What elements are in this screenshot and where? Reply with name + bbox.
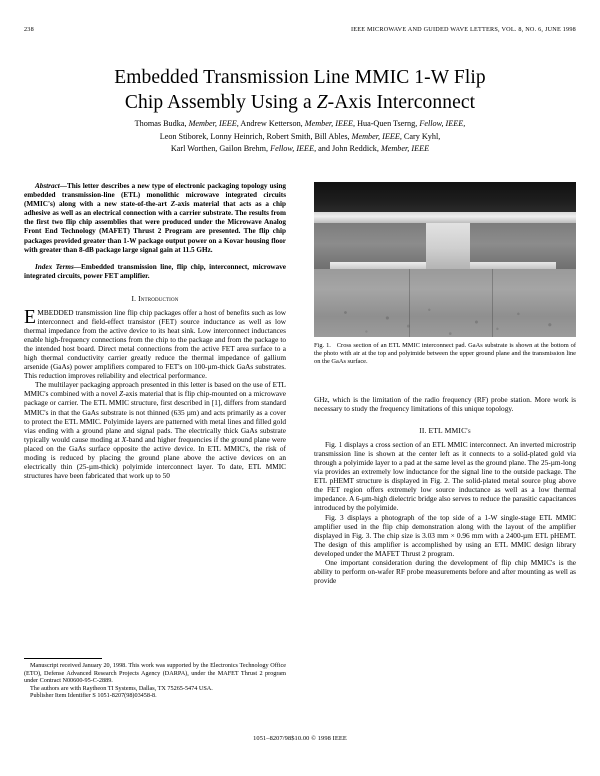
- author-grade: Fellow, IEEE,: [419, 119, 466, 128]
- author-grade: Member, IEEE,: [304, 119, 356, 128]
- photo-interconnect-pad: [470, 262, 556, 269]
- author-line-3: [60, 143, 540, 156]
- photo-transmission-line: [330, 262, 426, 269]
- section-title: Introduction: [138, 293, 179, 303]
- author-list: [60, 118, 540, 156]
- footnote-affiliation: The authors are with Raytheon TI Systems, Dallas, TX 75265-5474 USA.: [30, 684, 213, 692]
- z-axis-symbol: Z: [316, 92, 328, 114]
- author-line-1: [60, 118, 540, 131]
- author-name-group: Cary Kyhl,: [401, 131, 441, 141]
- figure-1: [314, 182, 576, 366]
- page-folio: 238: [24, 26, 34, 33]
- section-heading-etl-mmics: [314, 426, 576, 435]
- intro-smallcaps: MBEDDED: [37, 307, 74, 317]
- abstract: [24, 182, 286, 255]
- x-band-symbol: X: [121, 434, 127, 444]
- journal-reference: IEEE MICROWAVE AND GUIDED WAVE LETTERS, VOL. 8, NO. 6, JUNE 1998: [350, 26, 576, 33]
- author-grade: Member, IEEE: [380, 144, 430, 154]
- author-name-group: and John Reddick,: [316, 144, 381, 154]
- section-number: I.: [131, 293, 137, 303]
- author-name-group: Andrew Ketterson,: [238, 119, 305, 128]
- abstract-body-b: -axis material that acts as a chip adhesive as well as an electrical connection with a carrier substrate. The results from the first two flip chip assemblies that were produced under the Microwave Analog Front End Technology (MAFET) Thrust 2 Program are presented. The flip chip packages provided greater than 1-W package output power on a Kovar housing floor with greater than 8-dB package large signal gain at 11.5 GHz.: [24, 200, 286, 254]
- intro-paragraph-1-text: transmission line flip chip packages offer a host of benefits such as low interconnect and field-effect transistor (FET) source inductance as well as low thermal impedance from the active device to its heat sink. Low interconnect inductances enable high-frequency connections from the chip to the package and from the package to the intended host board. Direct metal connections from the active FET area surface to a high thermal conductivity carrier greatly reduce the thermal impedance of gallium arsenide (GaAs) power amplifiers compared to FET's on 100-µm-thick GaAs substrates. This reduction improves reliability and electrical performance.: [24, 307, 286, 381]
- photo-gold-via: [426, 223, 470, 269]
- footnote-rule: [24, 658, 102, 659]
- figure-1-caption: [314, 342, 576, 366]
- section-number: II.: [419, 426, 427, 436]
- title-line-1: Embedded Transmission Line MMIC 1-W Flip: [114, 67, 486, 89]
- figure-caption-text: Cross section of an ETL MMIC interconnect pad. GaAs substrate is shown at the bottom of the photo with air at the top and polyimide between the upper ground plane and the transmission line on the GaAs surface.: [314, 342, 576, 366]
- author-grade: Member, IEEE,: [188, 119, 239, 128]
- author-line-2: [60, 131, 540, 144]
- drop-cap: E: [24, 306, 36, 328]
- etl-paragraph-2: Fig. 3 displays a photograph of the top side of a 1-W single-stage ETL MMIC amplifier used in the flip chip demonstration along with the layout of the amplifier displayed in Fig. 3. The chip size is 3.03 mm × 0.96 mm with a 2400-µm ETL pHEMT. The design of this amplifier is accomplished by using an ETL MMIC design library developed under the MAFET Thrust 2 program.: [314, 512, 576, 558]
- etl-paragraph-1: Fig. 1 displays a cross section of an ETL MMIC interconnect. An inverted microstrip transmission line is shown at the center left as it connects to a solid-plated gold via through a polyimide layer to a pad at the same level as the ground plane. The 25-µm-long via provides an extremely low inductance for the signal line to the outside package. The ETL pHEMT structure is displayed in Fig. 2. The solid-plated metal source plug above the FET region offers extremely low source inductance as well as a low thermal impedance. A 6-µm-high dielectric bridge also serves to reduce the parasitic capacitances introduced by the polyimide.: [314, 440, 576, 513]
- photo-grain-texture: [314, 269, 576, 337]
- photo-scan-line: [492, 269, 493, 337]
- left-column: [24, 182, 286, 480]
- title-line-2-suffix: -Axis Interconnect: [327, 92, 476, 114]
- running-head: [24, 26, 576, 38]
- intro-paragraph-1: [24, 308, 286, 380]
- photo-layer-ground-plane: [314, 212, 576, 223]
- photo-layer-air: [314, 182, 576, 212]
- figure-1-photo: [314, 182, 576, 337]
- title-line-2-prefix: Chip Assembly Using a: [124, 92, 317, 114]
- section-heading-introduction: [24, 294, 286, 303]
- right-column: [314, 395, 576, 585]
- footnote-funding: Manuscript received January 20, 1998. This work was supported by the Electronics Technology Office (ETO), Defense Advanced Research Projects Agency (DARPA), under the MAFET Thrust 2 program under Contract N00600-95-C-2889.: [24, 662, 286, 685]
- author-name-group: Thomas Budka,: [134, 119, 189, 128]
- index-terms: [24, 263, 286, 281]
- intro-paragraph-2: [24, 380, 286, 480]
- copyright-line: 1051–8207/98$10.00 © 1998 IEEE: [253, 735, 347, 742]
- intro-paragraph-2-c: -band and higher frequencies if the ground plane were placed on the GaAs surface opposite the active device. In ETL MMIC's, the risk of moding is reduced by placing the ground plane above the active devices on an electrically thin (25-µm-thick) polyimide interconnect layer. To date, ETL MMIC structures have been fabricated that work up to 50: [24, 434, 286, 480]
- intro-paragraph-2-b: -axis material that is flip chip-mounted on a microwave package or carrier. The ETL MMIC structure, first described in [1], differs from standard MMIC's in that the GaAs substrate is not thinned (635 µm) and acts primarily as a cover to protect the ETL MMIC. Polyimide layers are patterned with metal lines and filled gold vias ending with a ground plane and signal pads. The electrically thick GaAs substrate typically would cause moding at: [24, 389, 287, 444]
- author-grade: Fellow, IEEE,: [270, 144, 317, 154]
- etl-paragraph-3: One important consideration during the development of flip chip MMIC's is the ability to perform on-wafer RF probe measurements before and after mounting as well as provide: [314, 557, 576, 585]
- author-name-group: Hua-Quen Tserng,: [355, 119, 420, 128]
- author-name-group: Karl Worthen, Gailon Brehm,: [170, 144, 271, 154]
- photo-scan-line: [409, 269, 410, 337]
- figure-label: Fig. 1.: [314, 342, 331, 349]
- index-terms-body: Embedded transmission line, flip chip, interconnect, microwave integrated circuits, power FET amplifier.: [24, 262, 286, 280]
- page-title: [46, 65, 554, 115]
- index-terms-lead: Index Terms—: [35, 262, 81, 271]
- footnote-block: [24, 658, 286, 700]
- abstract-lead: Abstract—: [35, 182, 67, 190]
- photo-layer-gaas-substrate: [314, 269, 576, 337]
- z-axis-symbol: Z: [119, 389, 124, 399]
- section-title: ETL MMIC's: [428, 426, 471, 436]
- author-grade: Member, IEEE,: [351, 131, 402, 141]
- intro-paragraph-2-a: The multilayer packaging approach presented in this letter is based on the use of ETL MMIC's combined with a novel: [24, 380, 286, 399]
- z-axis-symbol: Z: [170, 200, 176, 209]
- abstract-body-a: This letter describes a new type of electronic packaging topology using embedded transmission-line (ETL) monolithic microwave integrated circuits (MMIC's) along with a new state-of-the-art: [24, 182, 286, 209]
- author-name-group: Leon Stiborek, Lonny Heinrich, Robert Smith, Bill Ables,: [159, 131, 352, 141]
- right-paragraph-1: GHz, which is the limitation of the radio frequency (RF) probe station. More work is necessary to study the frequency limitations of this unique topology.: [314, 395, 576, 414]
- footnote-publisher-id: Publisher Item Identifier S 1051-8207(98)03458-8.: [30, 692, 157, 700]
